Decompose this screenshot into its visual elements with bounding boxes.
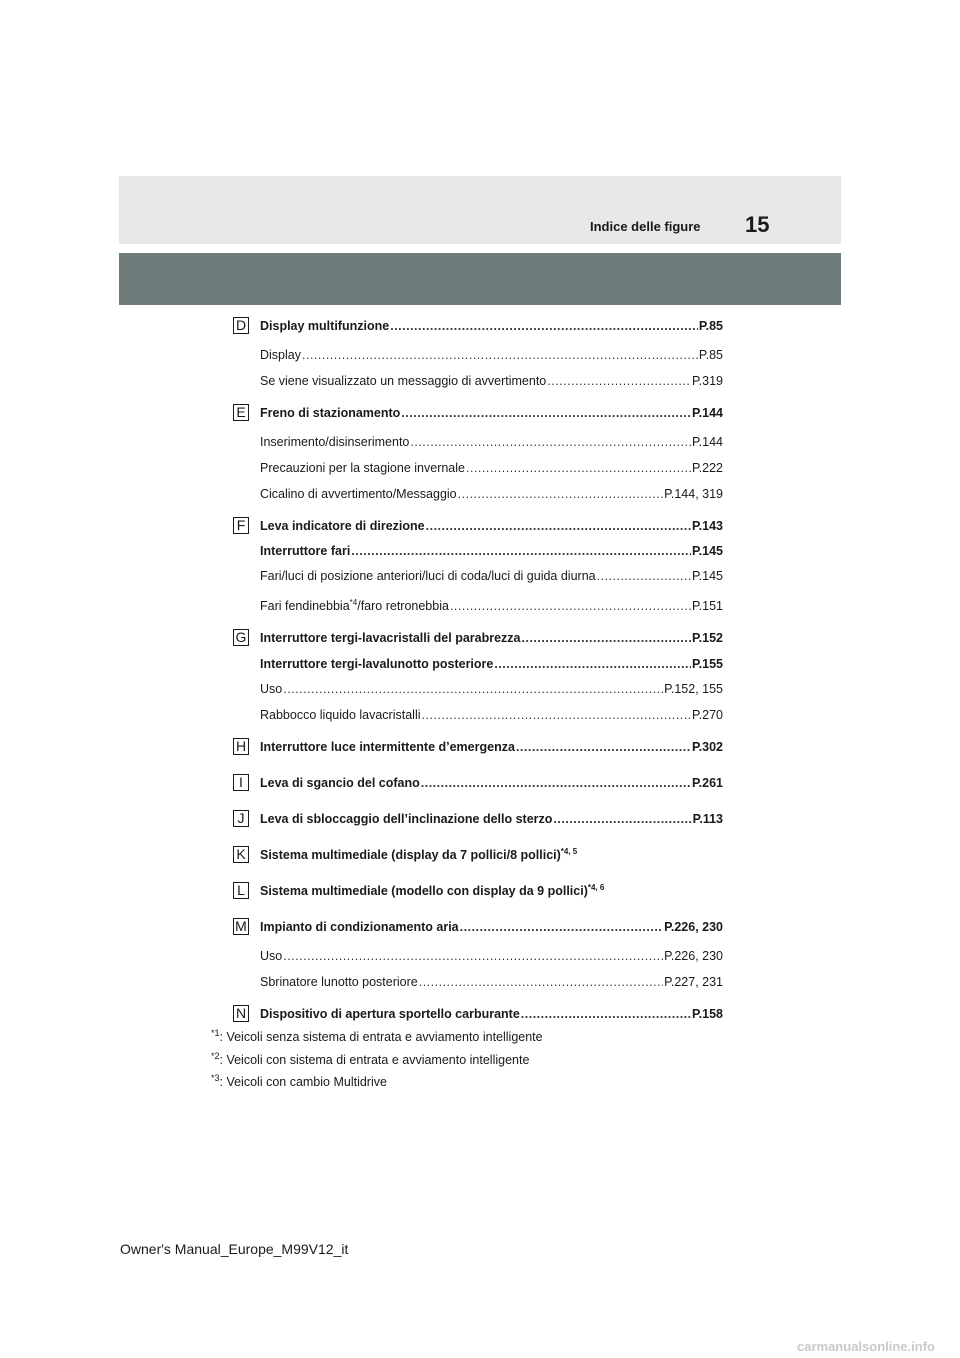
section-letter-d: D [233, 317, 249, 334]
page-ref[interactable]: P.145 [691, 544, 723, 558]
toc-entry-wiper-use[interactable] [260, 680, 723, 698]
leader-dots [460, 918, 664, 936]
entry-label: Dispositivo di apertura sportello carburante [260, 1007, 520, 1021]
toc-entry-windshield-wiper-switch[interactable] [260, 629, 723, 647]
page-ref[interactable]: P.143 [691, 519, 723, 533]
leader-dots [426, 517, 691, 535]
page-ref[interactable]: P.155 [691, 657, 723, 671]
toc-entry-turn-signal-lever[interactable] [260, 517, 723, 535]
leader-dots [521, 1005, 691, 1023]
leader-dots [419, 973, 663, 991]
toc-entry-washer-fluid[interactable] [260, 706, 723, 724]
page-ref[interactable]: P.158 [691, 1007, 723, 1021]
entry-label: Inserimento/disinserimento [260, 435, 410, 449]
entry-label: Sistema multimediale (modello con display da 9 pollici)$^{*4, 6}$ [260, 882, 605, 898]
entry-label: Uso [260, 949, 283, 963]
toc-entry-winter-precautions[interactable] [260, 459, 723, 477]
entry-label: Uso [260, 682, 283, 696]
leader-dots [283, 947, 663, 965]
toc-entry-air-conditioning[interactable] [260, 918, 723, 936]
entry-label: Sbrinatore lunotto posteriore [260, 975, 418, 989]
page-ref[interactable]: P.226, 230 [664, 920, 723, 934]
toc-entry-steering-tilt-lever[interactable] [260, 810, 723, 828]
page-ref[interactable]: P.151 [691, 599, 723, 613]
manual-footer: Owner's Manual_Europe_M99V12_it [120, 1241, 349, 1257]
section-title: Indice delle figure [590, 219, 701, 234]
header-band [119, 176, 841, 244]
footnote-ref: *4, 5 [560, 846, 578, 856]
leader-dots [283, 680, 663, 698]
toc-entry-warning-buzzer[interactable] [260, 485, 723, 503]
page-ref[interactable]: P.261 [691, 776, 723, 790]
entry-label: Leva indicatore di direzione [260, 519, 425, 533]
page-ref[interactable]: P.113 [692, 812, 723, 826]
leader-dots [390, 317, 698, 335]
page-ref[interactable]: P.145 [691, 569, 723, 583]
section-letter-m: M [233, 918, 249, 935]
section-letter-j: J [233, 810, 249, 827]
page-number: 15 [745, 212, 770, 237]
footnote-1: $^{*1}$: Veicoli senza sistema di entrata e avviamento intelligente [211, 1027, 543, 1044]
leader-dots [458, 485, 664, 503]
toc-entry-multimedia-7-8[interactable] [260, 846, 723, 864]
page-ref[interactable]: P.222 [691, 461, 723, 475]
toc-entry-ac-use[interactable] [260, 947, 723, 965]
page-ref[interactable]: P.226, 230 [664, 949, 723, 963]
toc-entry-engage-release[interactable] [260, 433, 723, 451]
section-letter-k: K [233, 846, 249, 863]
entry-label: Impianto di condizionamento aria [260, 920, 459, 934]
toc-entry-display[interactable] [260, 346, 723, 364]
footnote-ref: *4, 6 [587, 882, 605, 892]
toc-entry-warning-message[interactable] [260, 372, 723, 390]
entry-label: Fari fendinebbia$^{*4}$/faro retronebbia [260, 597, 449, 613]
leader-dots [421, 774, 691, 792]
entry-label: Leva di sgancio del cofano [260, 776, 420, 790]
entry-label: Interruttore tergi-lavalunotto posteriore [260, 657, 494, 671]
footnote-3: $^{*3}$: Veicoli con cambio Multidrive [211, 1072, 387, 1089]
page-ref[interactable]: P.302 [691, 740, 723, 754]
toc-entry-lights[interactable] [260, 567, 723, 585]
page-ref[interactable]: P.85 [698, 348, 723, 362]
entry-label: Interruttore tergi-lavacristalli del parabrezza [260, 631, 521, 645]
leader-dots [410, 433, 691, 451]
page-ref[interactable]: P.227, 231 [664, 975, 723, 989]
entry-label: Fari/luci di posizione anteriori/luci di coda/luci di guida diurna [260, 569, 596, 583]
toc-entry-multimedia-9[interactable] [260, 882, 723, 900]
leader-dots [422, 706, 691, 724]
toc-entry-hood-release[interactable] [260, 774, 723, 792]
page-ref[interactable]: P.144 [691, 406, 723, 420]
section-letter-e: E [233, 404, 249, 421]
section-letter-n: N [233, 1005, 249, 1022]
page-ref[interactable]: P.319 [691, 374, 723, 388]
leader-dots [401, 404, 691, 422]
leader-dots [466, 459, 691, 477]
toc-entry-fog-lights[interactable] [260, 597, 723, 615]
footnote-2: $^{*2}$: Veicoli con sistema di entrata e avviamento intelligente [211, 1050, 530, 1067]
toc-entry-fuel-door-opener[interactable] [260, 1005, 723, 1023]
entry-label: Display [260, 348, 301, 362]
leader-dots [522, 629, 691, 647]
toc-entry-parking-brake[interactable] [260, 404, 723, 422]
entry-label: Freno di stazionamento [260, 406, 401, 420]
toc-entry-hazard-switch[interactable] [260, 738, 723, 756]
leader-dots [494, 655, 691, 673]
section-letter-l: L [233, 882, 249, 899]
section-letter-f: F [233, 517, 249, 534]
entry-label: Display multifunzione [260, 319, 390, 333]
page-ref[interactable]: P.152, 155 [664, 682, 723, 696]
entry-label: Interruttore luce intermittente d’emergenza [260, 740, 515, 754]
page-ref[interactable]: P.85 [698, 319, 723, 333]
toc-entry-rear-defogger[interactable] [260, 973, 723, 991]
entry-label: Interruttore fari [260, 544, 351, 558]
section-banner [119, 253, 841, 305]
page-ref[interactable]: P.270 [691, 708, 723, 722]
section-letter-g: G [233, 629, 249, 646]
leader-dots [351, 542, 691, 560]
leader-dots [553, 810, 691, 828]
leader-dots [547, 372, 691, 390]
entry-label: Leva di sbloccaggio dell’inclinazione dello sterzo [260, 812, 553, 826]
leader-dots [597, 567, 691, 585]
footnote-ref: *4 [349, 597, 358, 607]
leader-dots [450, 597, 691, 615]
entry-label: Cicalino di avvertimento/Messaggio [260, 487, 457, 501]
section-letter-i: I [233, 774, 249, 791]
page-ref[interactable]: P.144 [691, 435, 723, 449]
page-ref[interactable]: P.152 [691, 631, 723, 645]
watermark: carmanualsonline.info [797, 1339, 935, 1354]
toc-entry-headlight-switch[interactable] [260, 542, 723, 560]
entry-label: Se viene visualizzato un messaggio di avvertimento [260, 374, 547, 388]
toc-entry-multi-display[interactable] [260, 317, 723, 335]
entry-label: Sistema multimediale (display da 7 pollici/8 pollici)$^{*4, 5}$ [260, 846, 578, 862]
toc-entry-rear-wiper-switch[interactable] [260, 655, 723, 673]
page-ref[interactable]: P.144, 319 [664, 487, 723, 501]
leader-dots [516, 738, 691, 756]
leader-dots [302, 346, 698, 364]
entry-label: Precauzioni per la stagione invernale [260, 461, 465, 475]
entry-label: Rabbocco liquido lavacristalli [260, 708, 421, 722]
section-letter-h: H [233, 738, 249, 755]
